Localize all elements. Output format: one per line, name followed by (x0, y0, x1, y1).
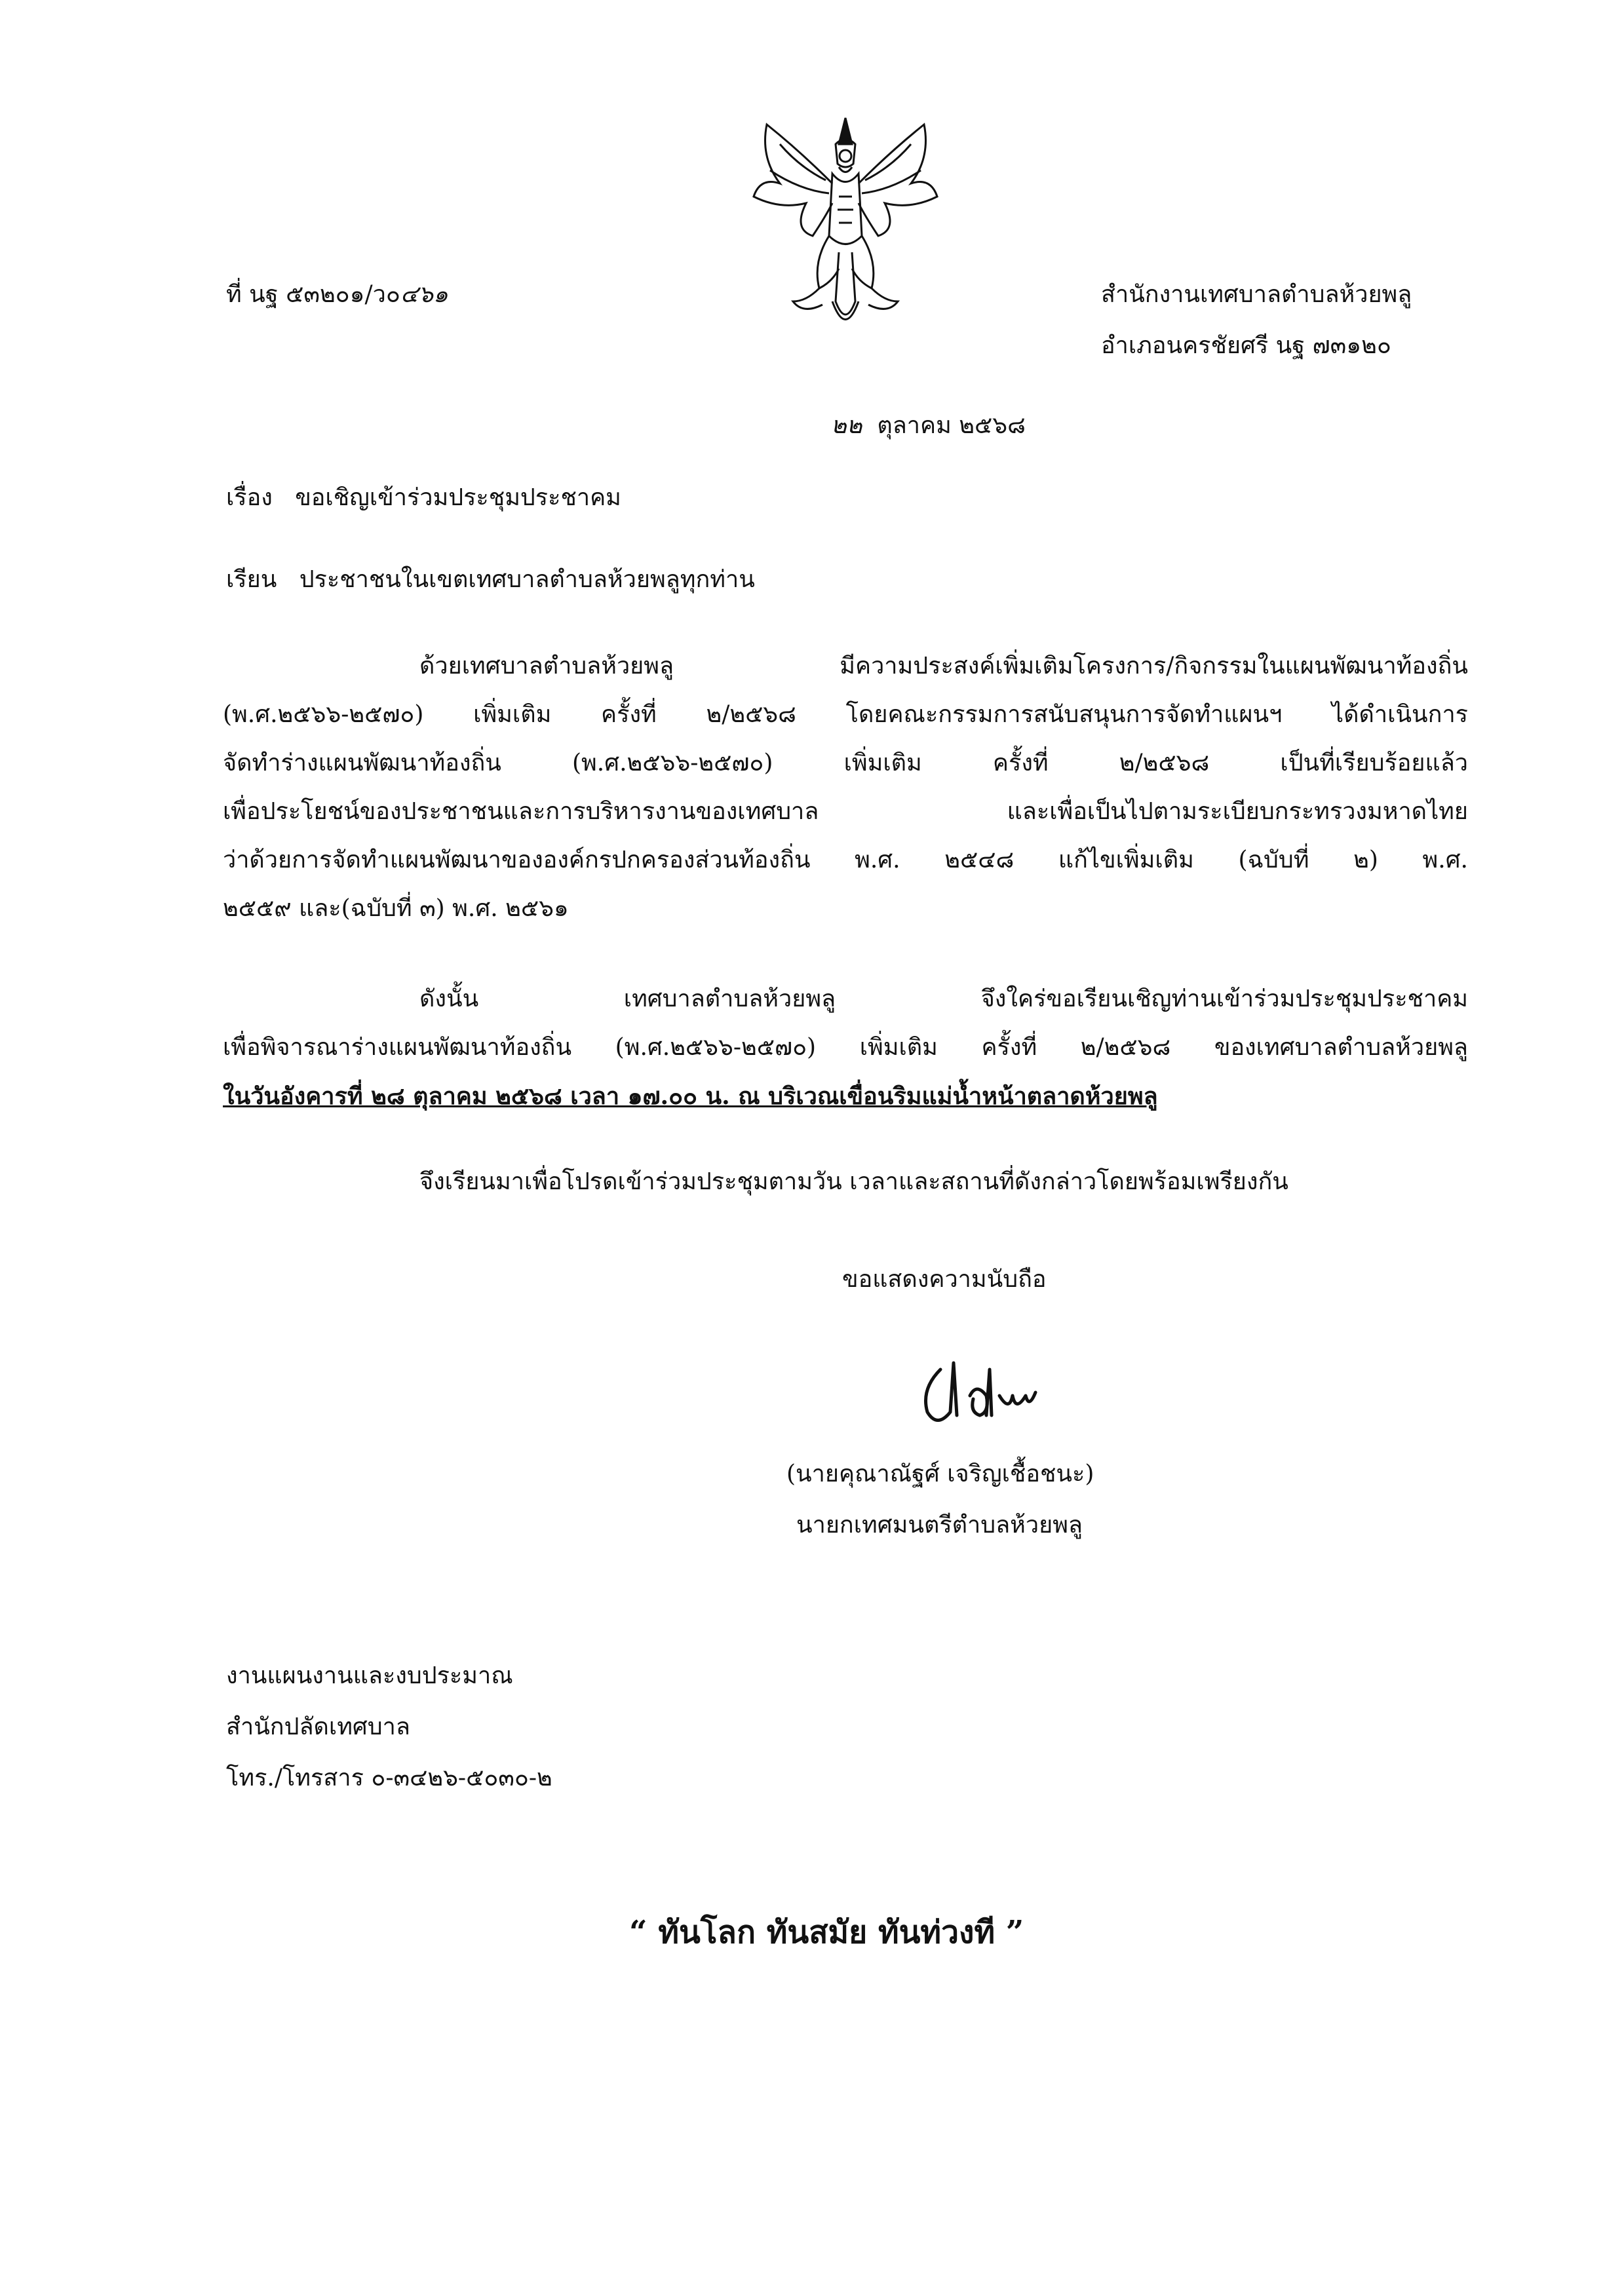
paragraph-1-line: จัดทำร่างแผนพัฒนาท้องถิ่น (พ.ศ.๒๕๖๖-๒๕๗๐) เพิ่มเติม ครั้งที่ ๒/๒๕๖๘ เป็นที่เรียบร้อยแล้ว (223, 750, 1468, 776)
paragraph-1-line: ว่าด้วยการจัดทำแผนพัฒนาขององค์กรปกครองส่วนท้องถิ่น พ.ศ. ๒๕๔๘ แก้ไขเพิ่มเติม (ฉบับที่ ๒) พ.ศ. (223, 847, 1468, 873)
subject-line (226, 486, 621, 510)
signatory-name: (นายคุณาณัฐศ์ เจริญเชื้อชนะ) (786, 1461, 1094, 1487)
paragraph-1-line: เพื่อประโยชน์ของประชาชนและการบริหารงานของเทศบาล และเพื่อเป็นไปตามระเบียบกระทรวงมหาดไทย (223, 798, 1468, 825)
paragraph-2-line: เพื่อพิจารณาร่างแผนพัฒนาท้องถิ่น (พ.ศ.๒๕๖๖-๒๕๗๐) เพิ่มเติม ครั้งที่ ๒/๒๕๖๘ ของเทศบาลตำบลห้วยพลู (223, 1034, 1468, 1061)
recipient-label: เรียน (226, 566, 277, 593)
body-paragraph-1 (223, 642, 1468, 933)
closing-salutation: ขอแสดงความนับถือ (842, 1266, 1047, 1293)
contact-office: สำนักปลัดเทศบาล (226, 1713, 410, 1740)
closing-request: จึงเรียนมาเพื่อโปรดเข้าร่วมประชุมตามวัน เวลาและสถานที่ดังกล่าวโดยพร้อมเพรียงกัน (419, 1168, 1288, 1195)
signature-image (914, 1350, 1058, 1435)
body-paragraph-2 (223, 975, 1468, 1120)
office-name: สำนักงานเทศบาลตำบลห้วยพลู (1101, 281, 1412, 308)
contact-department: งานแผนงานและงบประมาณ (226, 1662, 513, 1689)
reference-number-printed: ที่ นฐ ๕๓๒๐๑/ว๐ (226, 281, 400, 308)
reference-number-handwritten: ๔๖๑ (400, 281, 448, 308)
contact-phone: โทร./โทรสาร ๐-๓๔๒๖-๕๐๓๐-๒ (226, 1765, 552, 1791)
paragraph-1-line: (พ.ศ.๒๕๖๖-๒๕๗๐) เพิ่มเติม ครั้งที่ ๒/๒๕๖๘ โดยคณะกรรมการสนับสนุนการจัดทำแผนฯ ได้ดำเนินการ (223, 701, 1468, 728)
date-month-year: ตุลาคม ๒๕๖๘ (877, 412, 1026, 439)
office-address: อำเภอนครชัยศรี นฐ ๗๓๑๒๐ (1101, 332, 1391, 359)
recipient-line (226, 568, 755, 592)
signatory-title: นายกเทศมนตรีตำบลห้วยพลู (796, 1512, 1083, 1539)
recipient-text: ประชาชนในเขตเทศบาลตำบลห้วยพลูทุกท่าน (299, 566, 755, 593)
date-day-handwritten: ๒๒ (831, 412, 862, 439)
subject-label: เรื่อง (226, 484, 273, 511)
paragraph-1-line: ๒๕๕๙ และ(ฉบับที่ ๓) พ.ศ. ๒๕๖๑ (223, 895, 569, 922)
reference-number (226, 283, 448, 307)
motto: “ ทันโลก ทันสมัย ทันท่วงที ” (629, 1914, 1024, 1951)
letter-date (831, 414, 1026, 438)
paragraph-1-line: ด้วยเทศบาลตำบลห้วยพลู มีความประสงค์เพิ่มเติมโครงการ/กิจกรรมในแผนพัฒนาท้องถิ่น (419, 653, 1468, 679)
garuda-emblem-icon (741, 105, 950, 341)
meeting-date-venue: ในวันอังคารที่ ๒๘ ตุลาคม ๒๕๖๘ เวลา ๑๗.๐๐ น. ณ บริเวณเขื่อนริมแม่น้ำหน้าตลาดห้วยพลู (223, 1082, 1158, 1110)
subject-text: ขอเชิญเข้าร่วมประชุมประชาคม (295, 484, 621, 511)
paragraph-2-line: ดังนั้น เทศบาลตำบลห้วยพลู จึงใคร่ขอเรียนเชิญท่านเข้าร่วมประชุมประชาคม (419, 985, 1468, 1012)
